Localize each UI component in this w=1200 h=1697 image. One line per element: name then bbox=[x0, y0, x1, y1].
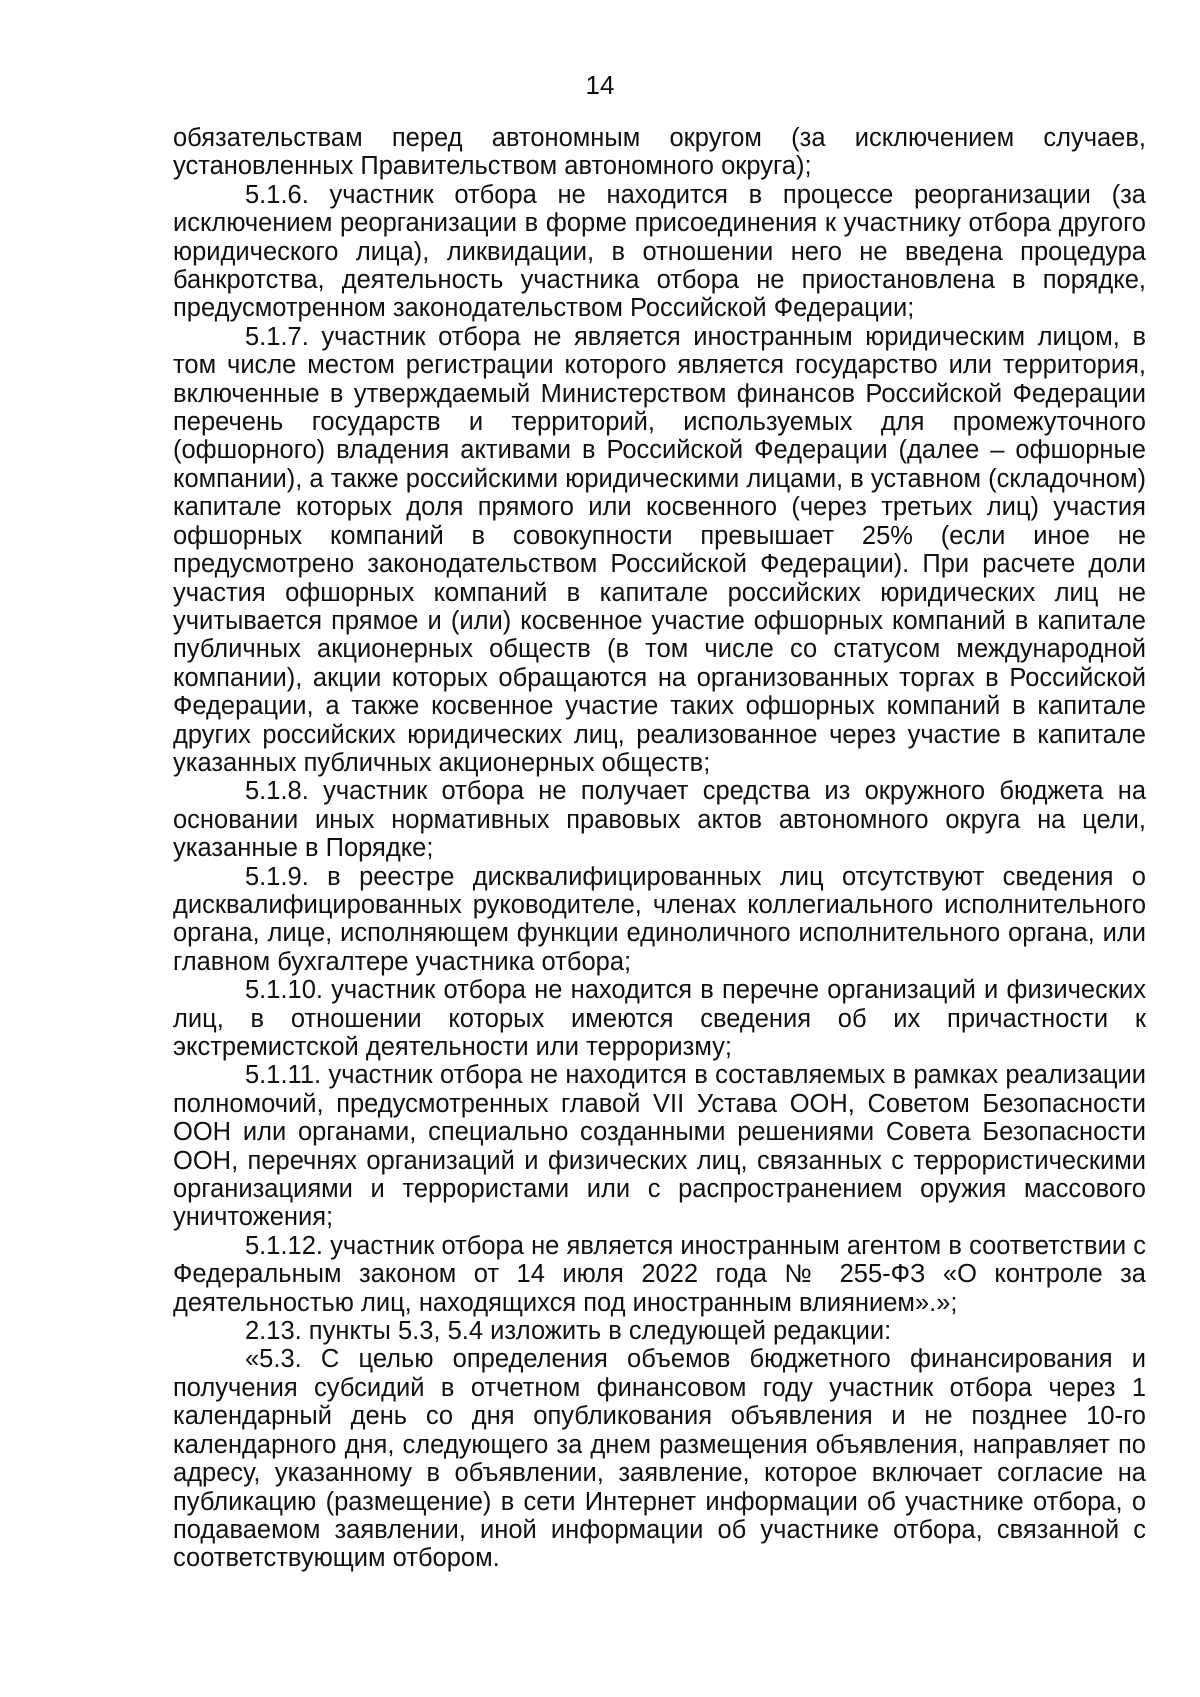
paragraph: обязательствам перед автономным округом (за исключением случаев, установленных Правительством автономного округа); bbox=[173, 124, 1146, 181]
document-body bbox=[173, 124, 1146, 1573]
paragraph: 5.1.10. участник отбора не находится в перечне организаций и физических лиц, в отношении которых имеются сведения об их причастности к экстремистской деятельности или терроризму; bbox=[173, 976, 1146, 1061]
paragraph: 5.1.7. участник отбора не является иностранным юридическим лицом, в том числе местом регистрации которого является государство или территория, включенные в утверждаемый Министерством финансов Российской Федерации перечень государств и территорий, используемых для промежуточного (офшорного) владения активами в Российской Федерации (далее – офшорные компании), а также российскими юридическими лицами, в уставном (складочном) капитале которых доля прямого или косвенного (через третьих лиц) участия офшорных компаний в совокупности превышает 25% (если иное не предусмотрено законодательством Российской Федерации). При расчете доли участия офшорных компаний в капитале российских юридических лиц не учитывается прямое и (или) косвенное участие офшорных компаний в капитале публичных акционерных обществ (в том числе со статусом международной компании), акции которых обращаются на организованных торгах в Российской Федерации, а также косвенное участие таких офшорных компаний в капитале других российских юридических лиц, реализованное через участие в капитале указанных публичных акционерных обществ; bbox=[173, 322, 1146, 777]
paragraph: 5.1.11. участник отбора не находится в составляемых в рамках реализации полномочий, предусмотренных главой VII Устава ООН, Советом Безопасности ООН или органами, специально созданными решениями Совета Безопасности ООН, перечнях организаций и физических лиц, связанных с террористическими организациями и террористами или с распространением оружия массового уничтожения; bbox=[173, 1061, 1146, 1232]
paragraph: 5.1.8. участник отбора не получает средства из окружного бюджета на основании иных нормативных правовых актов автономного округа на цели, указанные в Порядке; bbox=[173, 777, 1146, 863]
paragraph: 5.1.12. участник отбора не является иностранным агентом в соответствии с Федеральным законом от 14 июля 2022 года № 255-ФЗ «О контроле за деятельностью лиц, находящихся под иностранным влиянием».»; bbox=[173, 1231, 1146, 1317]
paragraph: 2.13. пункты 5.3, 5.4 изложить в следующей редакции: bbox=[245, 1317, 892, 1346]
page-number: 14 bbox=[585, 70, 615, 100]
paragraph: 5.1.6. участник отбора не находится в процессе реорганизации (за исключением реорганизации в форме присоединения к участнику отбора другого юридического лица), ликвидации, в отношении него не введена процедура банкротства, деятельность участника отбора не приостановлена в порядке, предусмотренном законодательством Российской Федерации; bbox=[173, 180, 1146, 323]
paragraph: «5.3. С целью определения объемов бюджетного финансирования и получения субсидий в отчетном финансовом году участник отбора через 1 календарный день со дня опубликования объявления и не позднее 10-го календарного дня, следующего за днем размещения объявления, направляет по адресу, указанному в объявлении, заявление, которое включает согласие на публикацию (размещение) в сети Интернет информации об участнике отбора, о подаваемом заявлении, иной информации об участнике отбора, связанной с соответствующим отбором. bbox=[173, 1345, 1146, 1573]
paragraph: 5.1.9. в реестре дисквалифицированных лиц отсутствуют сведения о дисквалифицированных руководителе, членах коллегиального исполнительного органа, лице, исполняющем функции единоличного исполнительного органа, или главном бухгалтере участника отбора; bbox=[173, 862, 1146, 976]
